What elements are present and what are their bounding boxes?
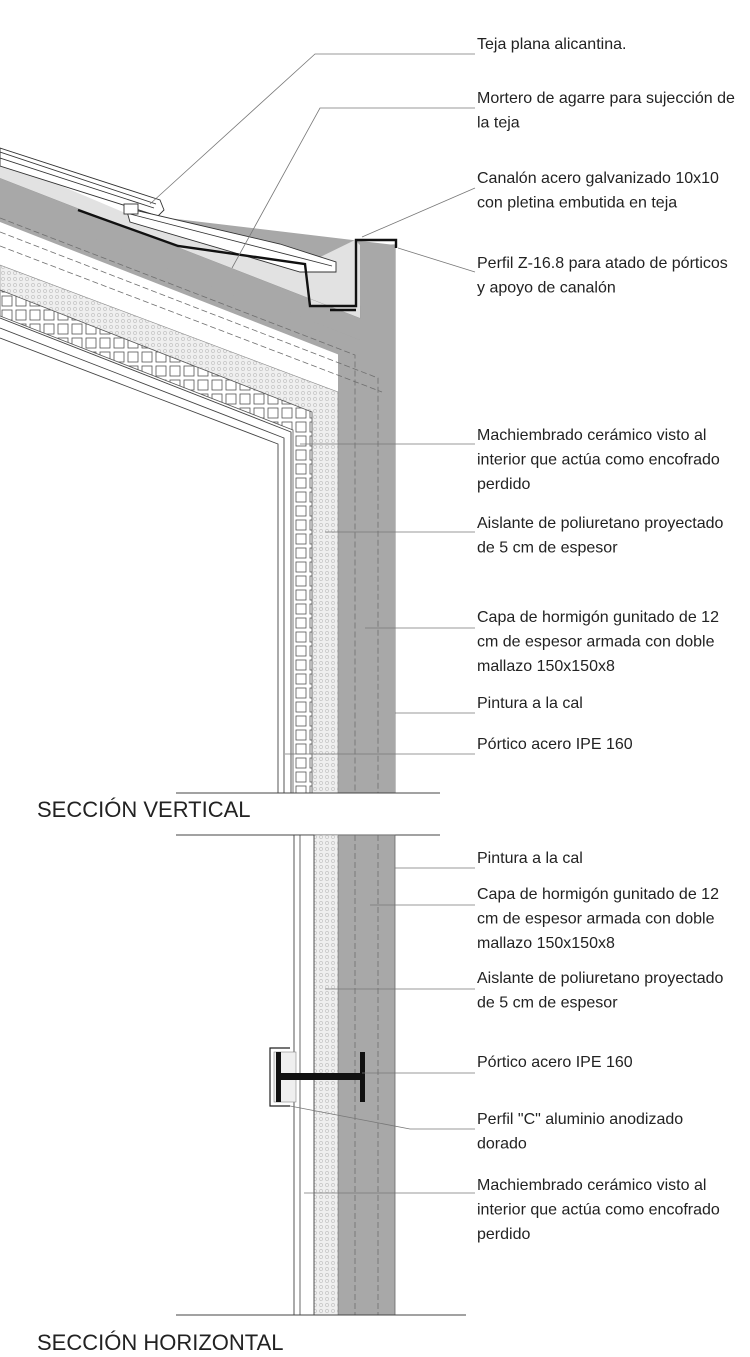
vertical-label-9-line-1: Pórtico acero IPE 160 bbox=[477, 736, 633, 753]
insulation-layer-vertical bbox=[0, 265, 338, 793]
vertical-label-6-line-2: de 5 cm de espesor bbox=[477, 539, 618, 557]
horizontal-label-2-line-3: mallazo 150x150x8 bbox=[477, 935, 615, 952]
horizontal-label-6-line-2: interior que actúa como encofrado bbox=[477, 1201, 720, 1219]
vertical-label-5-line-1: Machiembrado cerámico visto al bbox=[477, 427, 707, 444]
vertical-label-2-line-1: Mortero de agarre para sujección de bbox=[477, 90, 735, 107]
vertical-label-6-line-1: Aislante de poliuretano proyectado bbox=[477, 515, 724, 532]
vertical-section-title: SECCIÓN VERTICAL bbox=[37, 797, 251, 822]
horizontal-label-4-line-1: Pórtico acero IPE 160 bbox=[477, 1054, 633, 1071]
horizontal-label-3-line-2: de 5 cm de espesor bbox=[477, 994, 618, 1012]
horizontal-label-2-line-1: Capa de hormigón gunitado de 12 bbox=[477, 886, 719, 903]
horizontal-section-drawing bbox=[176, 835, 466, 1315]
labels-vertical bbox=[477, 36, 735, 753]
vertical-label-3-line-1: Canalón acero galvanizado 10x10 bbox=[477, 170, 719, 187]
horizontal-label-1-line-1: Pintura a la cal bbox=[477, 850, 583, 867]
vertical-label-3-line-2: con pletina embutida en teja bbox=[477, 194, 678, 212]
vertical-label-4-line-2: y apoyo de canalón bbox=[477, 279, 616, 297]
vertical-label-1-line-1: Teja plana alicantina. bbox=[477, 36, 627, 53]
vertical-label-8-line-1: Pintura a la cal bbox=[477, 695, 583, 712]
horizontal-section-title: SECCIÓN HORIZONTAL bbox=[37, 1330, 284, 1355]
horizontal-label-2-line-2: cm de espesor armada con doble bbox=[477, 910, 715, 928]
horizontal-label-6-line-1: Machiembrado cerámico visto al bbox=[477, 1177, 707, 1194]
horizontal-label-5-line-2: dorado bbox=[477, 1135, 527, 1153]
horizontal-label-3-line-1: Aislante de poliuretano proyectado bbox=[477, 970, 724, 987]
horizontal-label-5-line-1: Perfil "C" aluminio anodizado bbox=[477, 1111, 684, 1128]
vertical-section-drawing bbox=[0, 148, 440, 793]
vertical-label-4-line-1: Perfil Z-16.8 para atado de pórticos bbox=[477, 255, 728, 272]
vertical-label-5-line-2: interior que actúa como encofrado bbox=[477, 451, 720, 469]
labels-horizontal bbox=[477, 850, 723, 1243]
vertical-label-7-line-2: cm de espesor armada con doble bbox=[477, 633, 715, 651]
horizontal-label-6-line-3: perdido bbox=[477, 1226, 531, 1243]
vertical-label-5-line-3: perdido bbox=[477, 476, 531, 493]
vertical-label-7-line-3: mallazo 150x150x8 bbox=[477, 658, 615, 675]
vertical-label-7-line-1: Capa de hormigón gunitado de 12 bbox=[477, 609, 719, 626]
vertical-label-2-line-2: la teja bbox=[477, 114, 520, 132]
